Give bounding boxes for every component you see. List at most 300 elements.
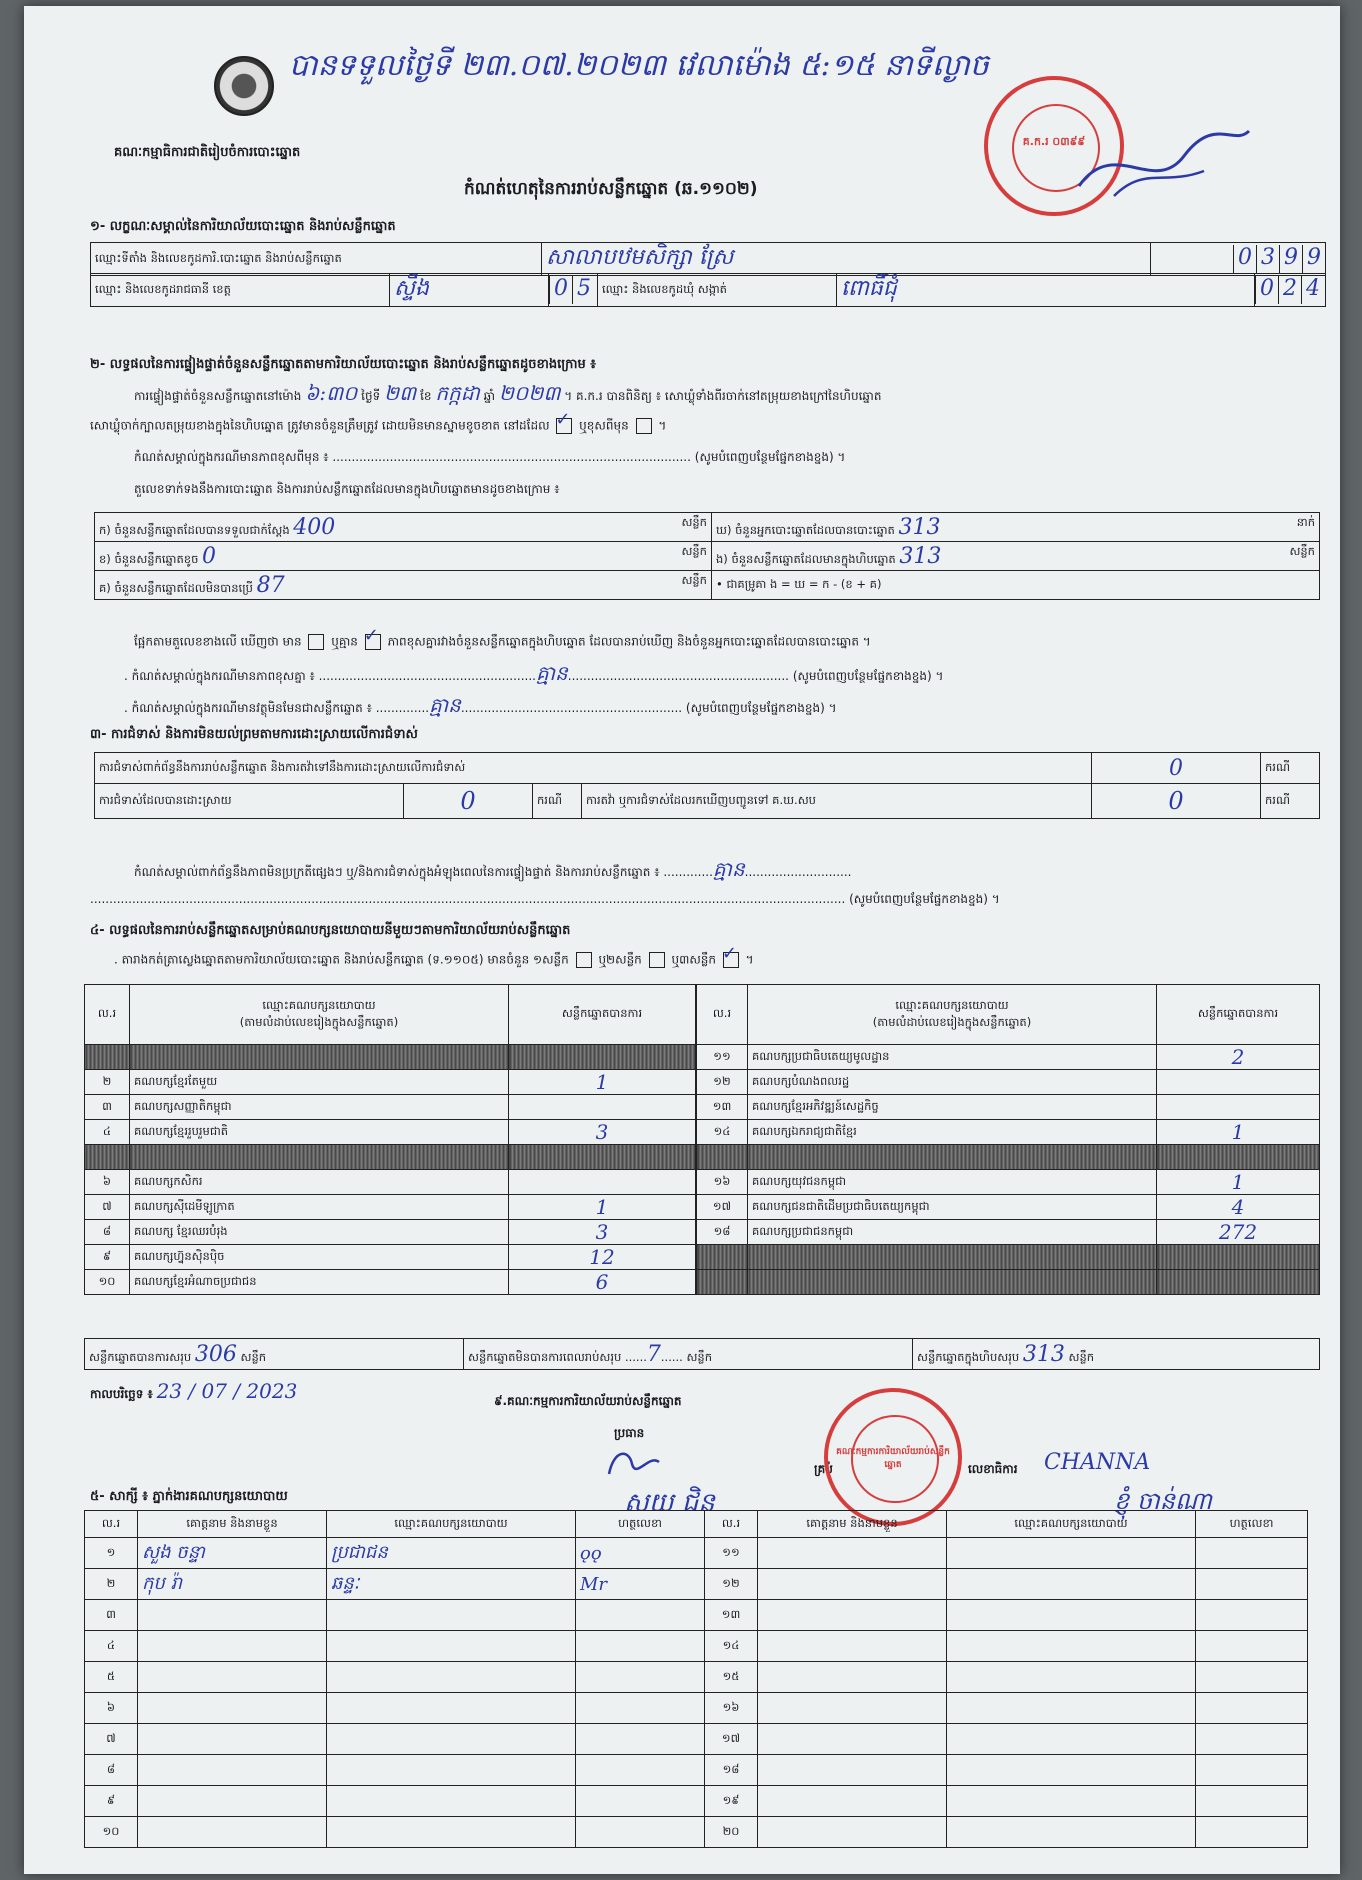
party-votes xyxy=(1157,1145,1320,1170)
station-code-digit: 9 xyxy=(1302,245,1325,273)
witness-sign xyxy=(1196,1755,1308,1786)
fill-hint: (សូមបំពេញបន្ថែមផ្នែកខាងខ្នង) ។ xyxy=(849,892,1000,906)
col-votes: សន្លឹកឆ្នោតបានការ xyxy=(509,985,696,1045)
stamp-bottom-text: គណៈកម្មការការិយាល័យរាប់សន្លឹកឆ្នោត xyxy=(836,1447,950,1470)
irregularities-note-value: គ្មាន xyxy=(712,857,745,881)
witness-party xyxy=(947,1693,1196,1724)
figure-b-label: ខ) ចំនួនសន្លឹកឆ្នោតខូច xyxy=(99,551,199,566)
witness-no: ១៩ xyxy=(705,1786,758,1817)
witness-no: ៥ xyxy=(85,1662,138,1693)
verify-day: ២៣ xyxy=(384,381,417,405)
party-no: ៤ xyxy=(85,1120,130,1145)
party-votes: 1 xyxy=(1157,1120,1320,1145)
text: . កំណត់សម្គាល់ក្នុងករណីមានភាពខុសគ្នា ៖ xyxy=(124,669,315,683)
party-votes xyxy=(1157,1070,1320,1095)
witness-row xyxy=(85,1693,1308,1724)
party-row xyxy=(85,1245,696,1270)
col-no: ល.រ xyxy=(705,1511,758,1538)
verification-line-2: សោឃ្លុំចាក់ក្បាលតម្រុយខាងក្នុងនៃហិបឆ្នោត ត្រូវមានចំនួនត្រឹមត្រូវ ដោយមិនមានស្នាមខូចខាត នៅដដែល ✓ ឬខុសពីមុន ។ xyxy=(90,409,667,433)
witness-name xyxy=(758,1786,947,1817)
party-votes: 2 xyxy=(1157,1045,1320,1070)
party-votes: 6 xyxy=(509,1270,696,1295)
party-party: គណបក្សប្រជាធិបតេយ្យមូលដ្ឋាន xyxy=(748,1045,1157,1070)
witness-name xyxy=(758,1569,947,1600)
party-party: គណបក្សប្រជាជនកម្ពុជា xyxy=(748,1220,1157,1245)
party-party: គណបក្សជនជាតិដើមប្រជាធិបតេយ្យកម្ពុជា xyxy=(748,1195,1157,1220)
witness-sign xyxy=(1196,1600,1308,1631)
witness-sign xyxy=(576,1724,705,1755)
party-party xyxy=(130,1145,509,1170)
figure-d-value: 313 xyxy=(898,514,941,540)
party-votes: 3 xyxy=(509,1120,696,1145)
witness-name xyxy=(758,1631,947,1662)
party-no xyxy=(85,1145,130,1170)
ballot-figures-table xyxy=(94,512,1320,600)
party-votes xyxy=(509,1095,696,1120)
member-label: គ្រប់ xyxy=(814,1462,833,1476)
witness-no: ៧ xyxy=(85,1724,138,1755)
col-party xyxy=(748,985,1157,1045)
witness-no: ១៧ xyxy=(705,1724,758,1755)
verify-month: កក្កដា xyxy=(435,381,480,405)
party-votes xyxy=(1157,1245,1320,1270)
party-row xyxy=(697,1095,1320,1120)
witness-sign: Mr xyxy=(576,1569,705,1600)
party-votes xyxy=(1157,1270,1320,1295)
party-party: គណបក្សខ្មែរអភិវឌ្ឍន៍សេដ្ឋកិច្ច xyxy=(748,1095,1157,1120)
commune-code-digit: 2 xyxy=(1278,276,1301,304)
text: សោឃ្លុំចាក់ក្បាលតម្រុយខាងក្នុងនៃហិបឆ្នោត ត្រូវមានចំនួនត្រឹមត្រូវ ដោយមិនមានស្នាមខូចខាត នៅដដែល xyxy=(90,418,550,433)
witness-name xyxy=(138,1693,327,1724)
witness-party: ប្រជាជន xyxy=(327,1538,576,1569)
case-unit: ករណី xyxy=(1261,784,1320,819)
witness-name xyxy=(758,1755,947,1786)
col-no: ល.រ xyxy=(85,1511,138,1538)
party-votes xyxy=(509,1170,696,1195)
verification-line-1 xyxy=(134,381,882,405)
witness-sign xyxy=(576,1817,705,1848)
witness-row xyxy=(85,1786,1308,1817)
commune-code-digit: 0 xyxy=(1255,276,1278,304)
total-all xyxy=(913,1339,1320,1370)
witness-party: ឆន្ទៈ xyxy=(327,1569,576,1600)
location-info-table xyxy=(90,273,1326,307)
note-invalid-object: . កំណត់សម្គាល់ក្នុងករណីមានវត្ថុមិនមែនជាសន្លឹកឆ្នោត ៖ ..............គ្មាន.......................................................... (សូមបំពេញបន្ថែមផ្នែកខាងខ្នង) ។ xyxy=(124,693,837,717)
total-valid xyxy=(85,1339,464,1370)
witness-name xyxy=(138,1724,327,1755)
party-votes: 1 xyxy=(509,1070,696,1095)
unit: សន្លឹក xyxy=(240,1349,267,1364)
witness-name: សួង ចន្ទា xyxy=(138,1538,327,1569)
text: ខែ xyxy=(420,389,432,403)
party-votes xyxy=(509,1145,696,1170)
objection-row2b-label: ការតវ៉ា ឬការជំទាស់ដែលរកឃើញបញ្ជូនទៅ គ.ឃ.សប xyxy=(582,784,1092,819)
witness-no: ៣ xyxy=(85,1600,138,1631)
total-invalid-value: 7 xyxy=(646,1341,661,1367)
party-no: ៩ xyxy=(85,1245,130,1270)
text: កំណត់សម្គាល់ក្នុងករណីមានភាពខុសពីមុន ៖ xyxy=(134,450,329,464)
witness-sign xyxy=(576,1631,705,1662)
witness-party xyxy=(327,1693,576,1724)
witness-name xyxy=(138,1817,327,1848)
figure-e-label: ង) ចំនួនសន្លឹកឆ្នោតដែលមានក្នុងហិបឆ្នោត xyxy=(716,551,896,566)
witness-party xyxy=(327,1662,576,1693)
figure-a-value: 400 xyxy=(293,514,336,540)
party-no: ១១ xyxy=(697,1045,748,1070)
ballot-count-report-sheet xyxy=(24,6,1340,1874)
shaded-row xyxy=(85,1045,696,1070)
party-row xyxy=(85,1195,696,1220)
note-difference-value: គ្មាន xyxy=(536,661,568,685)
total-all-value: 313 xyxy=(1022,1341,1065,1367)
party-votes: 1 xyxy=(1157,1170,1320,1195)
text: កំណត់សម្គាល់ពាក់ព័ន្ធនឹងភាពមិនប្រក្រតីផ្សេងៗ ឬ/និងការជំទាស់ក្នុងអំឡុងពេលនៃការផ្ទៀងផ្ទាត់ និងការរាប់សន្លឹកឆ្នោត ៖ xyxy=(134,865,660,879)
witness-sign xyxy=(1196,1631,1308,1662)
text: ឬគ្មាន xyxy=(331,634,358,649)
text: . កំណត់សម្គាល់ក្នុងករណីមានវត្ថុមិនមែនជាសន្លឹកឆ្នោត ៖ xyxy=(124,701,372,715)
same-checkbox[interactable]: ✓ xyxy=(556,418,572,434)
witness-sign xyxy=(576,1662,705,1693)
nec-emblem-icon xyxy=(214,56,274,116)
section1-title: ១- លក្ខណៈសម្គាល់នៃការិយាល័យបោះឆ្នោត និងរាប់សន្លឹកឆ្នោត xyxy=(90,219,396,234)
witness-party xyxy=(947,1569,1196,1600)
chair-name: សយ ជិន xyxy=(624,1488,715,1518)
party-row xyxy=(85,1170,696,1195)
different-checkbox[interactable] xyxy=(636,418,652,434)
witness-name xyxy=(758,1600,947,1631)
totals-table xyxy=(84,1338,1320,1370)
party-row xyxy=(85,1120,696,1145)
three-sheet-checkbox[interactable]: ✓ xyxy=(723,952,739,968)
witness-party xyxy=(327,1786,576,1817)
witness-sign xyxy=(576,1786,705,1817)
party-no: ១២ xyxy=(697,1070,748,1095)
party-row xyxy=(85,1220,696,1245)
signature-scribble-top xyxy=(1074,126,1254,206)
witness-name xyxy=(758,1538,947,1569)
party-no: ៣ xyxy=(85,1095,130,1120)
province-code-digit: 0 xyxy=(549,276,572,304)
secretary-signature: CHANNA xyxy=(1044,1450,1151,1475)
witness-party xyxy=(947,1600,1196,1631)
witness-row xyxy=(85,1662,1308,1693)
witness-party xyxy=(947,1724,1196,1755)
text: ឬខុសពីមុន xyxy=(579,418,629,433)
party-party: គណបក្សស៊ីដេមីឡូក្រាត xyxy=(130,1195,509,1220)
compare-line xyxy=(134,625,871,650)
witness-no: ៩ xyxy=(85,1786,138,1817)
two-sheet-checkbox[interactable] xyxy=(649,952,665,968)
unit: សន្លឹក xyxy=(681,543,707,558)
text: ឬ៣សន្លឹក xyxy=(671,952,716,967)
witness-name xyxy=(138,1786,327,1817)
section3-title: ៣- ការជំទាស់ និងការមិនយល់ព្រមតាមការដោះស្រាយលើការជំទាស់ xyxy=(90,727,418,742)
unit: សន្លឹក xyxy=(1068,1349,1095,1364)
party-party: គណបក្ស ខ្មែរឈរបំរុង xyxy=(130,1220,509,1245)
report-date xyxy=(90,1379,298,1403)
chair-signature xyxy=(604,1444,664,1484)
col-name: គោត្តនាម និងនាមខ្លួន xyxy=(758,1511,947,1538)
witness-sign xyxy=(1196,1662,1308,1693)
template-sheet-count: . តារាងកត់ត្រាស្លេងឆ្នោតតាមការិយាល័យបោះឆ្នោត និងរាប់សន្លឹកឆ្នោត (ទ.១១០៥) មានចំនួន ១សន្លឹក ឬ២សន្លឹក ឬ៣សន្លឹក ✓ ។ xyxy=(114,943,754,967)
party-no: ១៧ xyxy=(697,1195,748,1220)
text: ឆ្នាំ xyxy=(483,389,496,403)
witness-party xyxy=(327,1631,576,1662)
col-party-title: ឈ្មោះគណបក្សនយោបាយ xyxy=(895,997,1009,1012)
witness-no: ១៤ xyxy=(705,1631,758,1662)
province-code xyxy=(549,274,598,307)
witness-party xyxy=(947,1538,1196,1569)
party-row xyxy=(85,1270,696,1295)
unit: សន្លឹក xyxy=(686,1349,713,1364)
party-row xyxy=(85,1095,696,1120)
total-invalid-label: សន្លឹកឆ្នោតមិនបានការពេលរាប់សរុប xyxy=(468,1349,622,1364)
figure-a-label: ក) ចំនួនសន្លឹកឆ្នោតដែលបានទទួលជាក់ស្តែង xyxy=(99,522,290,537)
witness-no: ១២ xyxy=(705,1569,758,1600)
party-no xyxy=(697,1245,748,1270)
station-code xyxy=(1151,243,1326,276)
col-party-sub: (តាមលំដាប់លេខរៀងក្នុងសន្លឹកឆ្នោត) xyxy=(872,1014,1032,1029)
col-party xyxy=(130,985,509,1045)
verify-year: ២០២៣ xyxy=(498,381,561,405)
witness-party xyxy=(327,1817,576,1848)
party-no: ១៤ xyxy=(697,1120,748,1145)
station-label: ឈ្មោះទីតាំង និងលេខកូដការិ.បោះឆ្នោត និងរាប់សន្លឹកឆ្នោត xyxy=(91,243,542,276)
witness-party xyxy=(327,1755,576,1786)
party-results-table-left xyxy=(84,984,696,1295)
form-title: កំណត់ហេតុនៃការរាប់សន្លឹកឆ្នោត (ឆ.១១០២) xyxy=(464,179,758,199)
witness-no: ១១ xyxy=(705,1538,758,1569)
case-unit: ករណី xyxy=(1261,753,1320,784)
witness-row xyxy=(85,1755,1308,1786)
witness-name xyxy=(758,1724,947,1755)
total-invalid: សន្លឹកឆ្នោតមិនបានការពេលរាប់សរុប ......7...... សន្លឹក xyxy=(464,1339,913,1370)
party-party: គណបក្សខ្មែររួបរួមជាតិ xyxy=(130,1120,509,1145)
shaded-row xyxy=(697,1270,1320,1295)
witness-no: ៦ xyxy=(85,1693,138,1724)
commune-code-digit: 4 xyxy=(1301,276,1324,304)
party-no: ១៦ xyxy=(697,1170,748,1195)
fill-hint: (សូមបំពេញបន្ថែមផ្នែកខាងខ្នង) ។ xyxy=(694,450,846,464)
section2-title: ២- លទ្ធផលនៃការផ្ទៀងផ្ទាត់ចំនួនសន្លឹកឆ្នោតតាមការិយាល័យបោះឆ្នោត និងរាប់សន្លឹកឆ្នោតដូចខាងក្រោម ៖ xyxy=(90,357,596,372)
unit: សន្លឹក xyxy=(681,514,707,529)
witness-table xyxy=(84,1510,1308,1848)
secretary-label: លេខាធិការ xyxy=(968,1462,1018,1476)
verification-line-3: កំណត់សម្គាល់ក្នុងករណីមានភាពខុសពីមុន ៖ .............................................................................................. (សូមបំពេញបន្ថែមផ្នែកខាងខ្នង) ។ xyxy=(134,450,846,464)
objection-row2-value: 0 xyxy=(404,784,533,819)
party-votes xyxy=(509,1045,696,1070)
party-party: គណបក្សហ្វ៊ុនស៊ិនប៉ិច xyxy=(130,1245,509,1270)
witness-party xyxy=(947,1817,1196,1848)
party-row xyxy=(85,1070,696,1095)
party-votes: 12 xyxy=(509,1245,696,1270)
party-party: គណបក្សឯករាជ្យជាតិខ្មែរ xyxy=(748,1120,1157,1145)
col-sign: ហត្ថលេខា xyxy=(576,1511,705,1538)
province-value: ស្ទឹង xyxy=(390,274,549,307)
witness-no: ៨ xyxy=(85,1755,138,1786)
col-votes: សន្លឹកឆ្នោតបានការ xyxy=(1157,985,1320,1045)
witness-row xyxy=(85,1631,1308,1662)
col-party: ឈ្មោះគណបក្សនយោបាយ xyxy=(327,1511,576,1538)
party-no xyxy=(697,1270,748,1295)
text: ផ្អែកតាមតួលេខខាងលើ ឃើញថា មាន xyxy=(134,634,302,649)
secretary-name: ខ្ញុំ ចាន់ណា xyxy=(1114,1487,1212,1515)
unit: សន្លឹក xyxy=(681,572,707,587)
section5-title: ៥- សាក្សី ៖ ភ្នាក់ងារគណបក្សនយោបាយ xyxy=(90,1489,288,1504)
note-difference: . កំណត់សម្គាល់ក្នុងករណីមានភាពខុសគ្នា ៖ .........................................................គ្មាន.......................................................... (សូមបំពេញបន្ថែមផ្នែកខាងខ្នង) ។ xyxy=(124,661,944,685)
stamp-top-text: គ.ក.រ ០៣៩៩ xyxy=(1022,135,1086,148)
unit: សន្លឹក xyxy=(1289,543,1315,558)
committee-stamp xyxy=(824,1388,962,1526)
figure-d xyxy=(712,513,1320,542)
figure-a xyxy=(95,513,712,542)
case-unit: ករណី xyxy=(533,784,582,819)
figure-c xyxy=(95,571,712,600)
party-no: ១៣ xyxy=(697,1095,748,1120)
party-results-table-right xyxy=(696,984,1320,1295)
witness-sign xyxy=(1196,1693,1308,1724)
party-votes: 4 xyxy=(1157,1195,1320,1220)
witness-no: ១៨ xyxy=(705,1755,758,1786)
party-party xyxy=(748,1270,1157,1295)
party-row xyxy=(697,1070,1320,1095)
witness-sign xyxy=(1196,1786,1308,1817)
col-name: គោត្តនាម និងនាមខ្លួន xyxy=(138,1511,327,1538)
figure-formula: • ជាគម្រូគា ង = ឃ = ក - (ខ + គ) xyxy=(712,571,1320,600)
witness-name xyxy=(138,1662,327,1693)
irregularities-note: កំណត់សម្គាល់ពាក់ព័ន្ធនឹងភាពមិនប្រក្រតីផ្សេងៗ ឬ/និងការជំទាស់ក្នុងអំឡុងពេលនៃការផ្ទៀងផ្ទាត់ និងការរាប់សន្លឹកឆ្នោត ៖ .............គ្មាន............................ xyxy=(134,857,852,881)
party-party: គណបក្សសញ្ញាតិកម្ពុជា xyxy=(130,1095,509,1120)
text: ឬ២សន្លឹក xyxy=(598,952,642,967)
verify-time: ៦:៣០ xyxy=(305,381,358,405)
witness-sign xyxy=(1196,1724,1308,1755)
witness-party xyxy=(327,1724,576,1755)
text: ។ គ.ក.រ បានពិនិត្យ ៖ សោឃ្លុំទាំងពីរចាក់នៅតម្រុយខាងក្រៅនៃហិបឆ្នោត xyxy=(564,389,882,403)
figure-b xyxy=(95,542,712,571)
col-no: ល.រ xyxy=(85,985,130,1045)
text: ការផ្ទៀងផ្ទាត់ចំនួនសន្លឹកឆ្នោតនៅម៉ោង xyxy=(134,389,302,403)
party-row xyxy=(697,1195,1320,1220)
witness-no: ១ xyxy=(85,1538,138,1569)
witness-sign xyxy=(1196,1817,1308,1848)
text: ភាពខុសគ្នារវាងចំនួនសន្លឹកឆ្នោតក្នុងហិបឆ្នោត ដែលបានរាប់ឃើញ និងចំនួនអ្នកបោះឆ្នោតដែលបានបោះឆ្នោត ។ xyxy=(387,634,871,649)
party-votes: 1 xyxy=(509,1195,696,1220)
text: ថ្ងៃទី xyxy=(361,389,381,403)
witness-sign xyxy=(576,1600,705,1631)
col-party-sub: (តាមលំដាប់លេខរៀងក្នុងសន្លឹកឆ្នោត) xyxy=(239,1014,399,1029)
witness-name xyxy=(138,1755,327,1786)
committee-name: គណៈកម្មាធិការជាតិរៀបចំការបោះឆ្នោត xyxy=(114,145,301,160)
party-row xyxy=(697,1120,1320,1145)
total-valid-label: សន្លឹកឆ្នោតបានការសរុប xyxy=(89,1349,192,1364)
party-votes: 3 xyxy=(509,1220,696,1245)
party-party: គណបក្សបំណងពលរដ្ឋ xyxy=(748,1070,1157,1095)
col-no: ល.រ xyxy=(697,985,748,1045)
witness-party xyxy=(947,1755,1196,1786)
objection-row2b-value: 0 xyxy=(1092,784,1261,819)
witness-no: ១០ xyxy=(85,1817,138,1848)
shaded-row xyxy=(85,1145,696,1170)
col-party: ឈ្មោះគណបក្សនយោបាយ xyxy=(947,1511,1196,1538)
witness-name xyxy=(758,1817,947,1848)
verification-line-4: តួលេខទាក់ទងនឹងការបោះឆ្នោត និងការរាប់សន្លឹកឆ្នោតដែលមានក្នុងហិបឆ្នោតមានដូចខាងក្រោម ៖ xyxy=(134,482,560,496)
witness-sign xyxy=(576,1755,705,1786)
party-votes xyxy=(1157,1095,1320,1120)
party-no: ៧ xyxy=(85,1195,130,1220)
party-row xyxy=(697,1045,1320,1070)
station-code-digit: 3 xyxy=(1256,245,1279,273)
commune-label: ឈ្មោះ និងលេខកូដឃុំ សង្កាត់ xyxy=(598,274,837,307)
fill-hint: (សូមបំពេញបន្ថែមផ្នែកខាងខ្នង) ។ xyxy=(792,669,944,683)
col-sign: ហត្ថលេខា xyxy=(1196,1511,1308,1538)
commune-value: ពោធិ៍ជុំ xyxy=(837,274,1255,307)
fill-hint: (សូមបំពេញបន្ថែមផ្នែកខាងខ្នង) ។ xyxy=(685,701,837,715)
witness-name xyxy=(758,1693,947,1724)
no-difference-checkbox[interactable]: ✓ xyxy=(365,634,381,650)
objections-table xyxy=(94,752,1320,819)
station-info-table xyxy=(90,242,1326,276)
party-no: ១៨ xyxy=(697,1220,748,1245)
objection-row1-label: ការជំទាស់ពាក់ព័ន្ធនឹងការរាប់សន្លឹកឆ្នោត និងការតវ៉ាទៅនឹងការដោះស្រាយលើការជំទាស់ xyxy=(95,753,1092,784)
party-no xyxy=(85,1045,130,1070)
province-code-digit: 5 xyxy=(572,276,595,304)
commune-code xyxy=(1255,274,1326,307)
note-invalid-value: គ្មាន xyxy=(429,693,461,717)
witness-no: ១៦ xyxy=(705,1693,758,1724)
date-label: កាលបរិច្ឆេទ ៖ xyxy=(90,1387,153,1401)
party-row xyxy=(697,1170,1320,1195)
text: . តារាងកត់ត្រាស្លេងឆ្នោតតាមការិយាល័យបោះឆ្នោត និងរាប់សន្លឹកឆ្នោត (ទ.១១០៥) មានចំនួន ១សន្លឹក xyxy=(114,952,569,967)
witness-no: ៤ xyxy=(85,1631,138,1662)
province-label: ឈ្មោះ និងលេខកូដរាជធានី ខេត្ត xyxy=(91,274,390,307)
figure-e xyxy=(712,542,1320,571)
witness-name: កុប រ៉ា xyxy=(138,1569,327,1600)
has-difference-checkbox[interactable] xyxy=(308,634,324,650)
station-code-digit: 9 xyxy=(1279,245,1302,273)
total-all-label: សន្លឹកឆ្នោតក្នុងហិបសរុប xyxy=(917,1349,1020,1364)
figure-c-label: គ) ចំនួនសន្លឹកឆ្នោតដែលមិនបានប្រើ xyxy=(99,580,253,595)
shaded-row xyxy=(697,1145,1320,1170)
one-sheet-checkbox[interactable] xyxy=(576,952,592,968)
shaded-row xyxy=(697,1245,1320,1270)
witness-row xyxy=(85,1817,1308,1848)
objection-row2-label: ការជំទាស់ដែលបានដោះស្រាយ xyxy=(95,784,404,819)
received-handwritten-note: បានទទួលថ្ងៃទី ២៣.០៧.២០២៣ វេលាម៉ោង ៥:១៥ នាទីល្ងាច xyxy=(289,48,989,83)
party-party: គណបក្សខ្មែរតែមួយ xyxy=(130,1070,509,1095)
chair-label: ប្រធាន xyxy=(614,1426,645,1440)
party-party xyxy=(748,1245,1157,1270)
witness-sign xyxy=(576,1693,705,1724)
party-no: ៦ xyxy=(85,1170,130,1195)
party-party xyxy=(748,1145,1157,1170)
witness-no: ១៣ xyxy=(705,1600,758,1631)
witness-name xyxy=(138,1631,327,1662)
witness-no: ២០ xyxy=(705,1817,758,1848)
witness-party xyxy=(327,1600,576,1631)
total-valid-value: 306 xyxy=(194,1341,237,1367)
figure-e-value: 313 xyxy=(899,543,942,569)
party-party: គណបក្សយុវជនកម្ពុជា xyxy=(748,1170,1157,1195)
party-row xyxy=(697,1220,1320,1245)
figure-d-unit: នាក់ xyxy=(1296,514,1315,529)
section4-title: ៤- លទ្ធផលនៃការរាប់សន្លឹកឆ្នោតសម្រាប់គណបក្សនយោបាយនីមួយៗតាមការិយាល័យរាប់សន្លឹកឆ្នោត xyxy=(90,923,571,938)
station-value: សាលាបឋមសិក្សា ស្រែ xyxy=(542,243,1151,276)
station-code-digit: 0 xyxy=(1233,245,1256,273)
witness-sign: ǫǫ xyxy=(576,1538,705,1569)
party-party: គណបក្សកសិករ xyxy=(130,1170,509,1195)
witness-no: ២ xyxy=(85,1569,138,1600)
witness-party xyxy=(947,1786,1196,1817)
